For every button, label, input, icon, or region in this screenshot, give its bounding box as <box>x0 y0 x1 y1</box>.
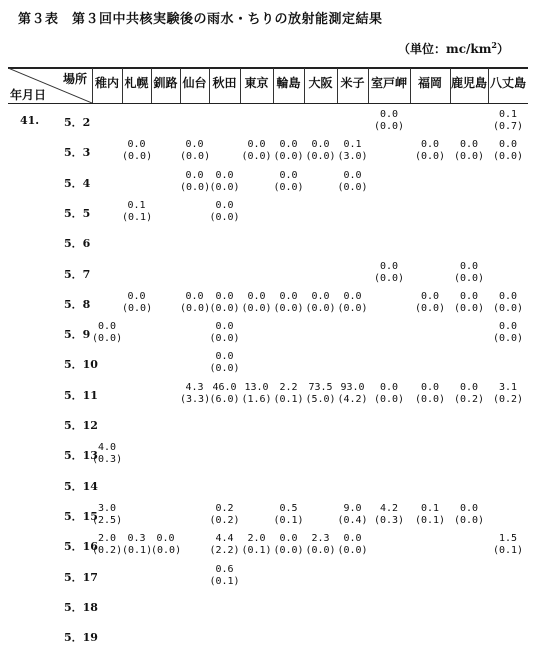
cell-value: 13.0 <box>244 381 269 393</box>
cell-parenthetical: (0.2) <box>92 545 123 557</box>
table-cell <box>209 321 240 345</box>
cell-value: 0.0 <box>343 290 362 302</box>
cell-parenthetical: (0.0) <box>209 333 240 345</box>
cell-parenthetical: (0.0) <box>180 302 211 314</box>
cell-value: 4.3 <box>185 381 204 393</box>
cell-value: 0.0 <box>459 381 479 393</box>
cell-value: 0.3 <box>127 533 146 545</box>
table-cell <box>209 382 240 406</box>
unit-prefix: （単位：mc/km <box>398 42 492 56</box>
cell-value: 0.0 <box>97 321 117 333</box>
column-header: 福岡 <box>417 76 442 90</box>
cell-parenthetical: (3.0) <box>337 151 368 163</box>
cell-parenthetical: (0.0) <box>241 302 272 314</box>
table-cell <box>273 503 304 527</box>
cell-value: 2.0 <box>247 533 266 545</box>
header-bottom-rule <box>8 103 528 104</box>
column-header: 稚内 <box>94 76 119 90</box>
table-cell <box>450 503 488 527</box>
cell-value: 0.0 <box>215 321 234 333</box>
cell-parenthetical: (0.0) <box>273 545 304 557</box>
year-label: 41. <box>20 114 40 127</box>
cell-parenthetical: (0.0) <box>337 302 368 314</box>
table-cell <box>337 382 368 406</box>
column-header: 鹿児島 <box>450 76 487 90</box>
row-date-label: 5．10 <box>64 358 98 372</box>
cell-value: 0.0 <box>127 290 146 302</box>
cell-value: 0.0 <box>311 290 330 302</box>
cell-parenthetical: (0.0) <box>414 151 446 163</box>
table-cell <box>488 109 528 133</box>
column-header: 釧路 <box>153 76 178 90</box>
table-cell <box>180 291 209 315</box>
cell-value: 0.5 <box>279 502 298 514</box>
cell-parenthetical: (0.0) <box>414 393 446 405</box>
row-date-label: 5．17 <box>64 570 98 584</box>
cell-value: 0.0 <box>185 139 204 151</box>
cell-parenthetical: (1.6) <box>241 393 272 405</box>
cell-value: 0.0 <box>459 260 479 272</box>
row-date-label: 5．18 <box>64 600 98 614</box>
table-cell <box>488 291 528 315</box>
row-date-label: 5．4 <box>64 176 91 190</box>
column-header: 大阪 <box>308 76 333 90</box>
cell-value: 93.0 <box>340 381 365 393</box>
table-cell <box>209 564 240 588</box>
table-cell <box>488 533 528 557</box>
cell-value: 0.0 <box>215 290 234 302</box>
cell-value: 0.0 <box>459 502 479 514</box>
table-cell <box>92 533 122 557</box>
cell-value: 1.5 <box>498 533 518 545</box>
measurement-table <box>8 66 528 666</box>
header-date-label: 年月日 <box>10 88 47 102</box>
cell-value: 0.0 <box>279 139 298 151</box>
table-cell <box>450 382 488 406</box>
column-header: 室戸岬 <box>370 76 407 90</box>
row-date-label: 5．12 <box>64 419 98 432</box>
cell-parenthetical: (5.0) <box>305 393 336 405</box>
cell-value: 0.0 <box>343 169 362 181</box>
cell-parenthetical: (0.0) <box>414 302 446 314</box>
cell-parenthetical: (0.1) <box>122 211 153 223</box>
table-cell <box>337 503 368 527</box>
column-header: 仙台 <box>182 76 207 90</box>
column-header: 米子 <box>340 76 365 90</box>
cell-parenthetical: (0.0) <box>273 181 304 193</box>
cell-parenthetical: (0.4) <box>337 514 368 526</box>
cell-value: 0.0 <box>156 533 175 545</box>
column-header: 秋田 <box>212 76 237 90</box>
cell-value: 0.6 <box>215 563 234 575</box>
table-cell <box>488 382 528 406</box>
cell-value: 0.0 <box>247 139 266 151</box>
cell-value: 0.0 <box>379 260 399 272</box>
cell-value: 0.0 <box>420 139 440 151</box>
cell-parenthetical: (0.0) <box>180 181 211 193</box>
cell-value: 0.0 <box>185 169 204 181</box>
table-cell <box>151 533 180 557</box>
cell-value: 4.4 <box>215 533 234 545</box>
cell-parenthetical: (2.2) <box>209 545 240 557</box>
cell-parenthetical: (0.1) <box>273 514 304 526</box>
table-cell <box>337 139 368 163</box>
table-cell <box>180 170 209 194</box>
table-cell <box>368 261 410 285</box>
table-cell <box>209 291 240 315</box>
cell-parenthetical: (0.0) <box>373 272 405 284</box>
row-date-label: 5．14 <box>64 479 98 493</box>
table-cell <box>209 170 240 194</box>
cell-parenthetical: (0.0) <box>209 302 240 314</box>
table-cell <box>410 503 450 527</box>
cell-parenthetical: (0.0) <box>305 545 336 557</box>
cell-parenthetical: (0.0) <box>122 151 153 163</box>
cell-parenthetical: (0.0) <box>273 151 304 163</box>
table-cell <box>209 503 240 527</box>
column-header: 東京 <box>244 76 269 90</box>
cell-value: 4.2 <box>379 502 399 514</box>
table-cell <box>273 533 304 557</box>
unit-suffix: ） <box>496 42 509 56</box>
cell-value: 2.3 <box>311 533 330 545</box>
cell-value: 2.0 <box>97 533 117 545</box>
cell-value: 0.0 <box>215 351 234 363</box>
cell-value: 0.0 <box>420 381 440 393</box>
cell-parenthetical: (0.1) <box>209 575 240 587</box>
cell-parenthetical: (0.0) <box>241 151 272 163</box>
table-cell <box>337 170 368 194</box>
cell-parenthetical: (0.0) <box>492 302 524 314</box>
table-cell <box>304 291 337 315</box>
header-place-label: 場所 <box>63 72 88 86</box>
table-cell <box>92 442 122 466</box>
row-date-label: 5．19 <box>64 631 98 645</box>
table-cell <box>337 291 368 315</box>
cell-parenthetical: (0.1) <box>241 545 272 557</box>
row-date-label: 5．13 <box>64 449 98 463</box>
cell-parenthetical: (0.2) <box>492 393 524 405</box>
cell-parenthetical: (0.0) <box>453 151 485 163</box>
cell-value: 0.0 <box>247 290 266 302</box>
cell-parenthetical: (0.0) <box>305 151 336 163</box>
table-cell <box>450 261 488 285</box>
row-date-label: 5．6 <box>64 237 91 251</box>
unit-superscript: 2 <box>491 40 497 50</box>
table-cell <box>450 139 488 163</box>
cell-parenthetical: (0.0) <box>492 333 524 345</box>
cell-value: 0.0 <box>420 290 440 302</box>
cell-value: 9.0 <box>343 502 362 514</box>
cell-value: 0.0 <box>459 290 479 302</box>
cell-parenthetical: (0.0) <box>453 302 485 314</box>
row-date-label: 5．11 <box>64 388 98 402</box>
cell-value: 46.0 <box>212 381 237 393</box>
table-cell <box>122 533 151 557</box>
cell-value: 0.0 <box>311 139 330 151</box>
table-cell <box>368 382 410 406</box>
cell-value: 0.1 <box>127 199 146 211</box>
table-cell <box>240 533 273 557</box>
cell-value: 0.0 <box>498 139 518 151</box>
cell-value: 0.0 <box>459 139 479 151</box>
table-cell <box>273 139 304 163</box>
cell-value: 2.2 <box>279 381 298 393</box>
row-date-label: 5．5 <box>64 206 91 220</box>
row-date-label: 5．9 <box>64 328 91 342</box>
cell-value: 0.0 <box>343 533 362 545</box>
cell-parenthetical: (6.0) <box>209 393 240 405</box>
table-title: 第３表 第３回中共核実験後の雨水・ちりの放射能測定結果 <box>18 12 383 27</box>
cell-value: 0.2 <box>215 502 234 514</box>
row-date-label: 5．2 <box>64 116 91 129</box>
table-cell <box>450 291 488 315</box>
table-cell <box>410 382 450 406</box>
table-cell <box>368 503 410 527</box>
table-cell <box>240 139 273 163</box>
cell-parenthetical: (0.1) <box>122 545 153 557</box>
table-cell <box>180 139 209 163</box>
cell-parenthetical: (2.5) <box>92 514 123 526</box>
table-cell <box>273 382 304 406</box>
unit-label <box>398 40 509 57</box>
column-header: 札幌 <box>124 76 149 90</box>
table-cell <box>273 170 304 194</box>
cell-parenthetical: (0.0) <box>180 151 211 163</box>
table-cell <box>410 139 450 163</box>
table-cell <box>240 291 273 315</box>
cell-value: 0.1 <box>343 139 362 151</box>
table-cell <box>209 533 240 557</box>
cell-parenthetical: (0.1) <box>414 514 446 526</box>
cell-value: 0.0 <box>215 199 234 211</box>
cell-parenthetical: (0.0) <box>337 181 368 193</box>
table-cell <box>122 139 151 163</box>
table-cell <box>273 291 304 315</box>
row-date-label: 5．15 <box>64 509 98 523</box>
cell-parenthetical: (0.3) <box>373 514 405 526</box>
cell-value: 3.0 <box>97 502 117 514</box>
cell-parenthetical: (0.2) <box>453 393 485 405</box>
row-date-label: 5．16 <box>64 540 98 554</box>
cell-value: 0.0 <box>279 290 298 302</box>
table-cell <box>304 382 337 406</box>
cell-parenthetical: (0.0) <box>273 302 304 314</box>
table-cell <box>368 109 410 133</box>
cell-value: 0.0 <box>379 109 399 120</box>
table-cell <box>240 382 273 406</box>
cell-parenthetical: (4.2) <box>337 393 368 405</box>
cell-parenthetical: (0.0) <box>373 393 405 405</box>
cell-parenthetical: (0.1) <box>273 393 304 405</box>
table-cell <box>488 321 528 345</box>
cell-value: 0.0 <box>498 321 518 333</box>
cell-parenthetical: (0.0) <box>453 272 485 284</box>
cell-value: 0.1 <box>420 502 440 514</box>
cell-parenthetical: (0.3) <box>92 454 123 466</box>
row-date-label: 5．7 <box>64 267 91 281</box>
cell-value: 0.0 <box>379 381 399 393</box>
cell-parenthetical: (0.0) <box>209 363 240 375</box>
cell-value: 3.1 <box>498 381 518 393</box>
cell-parenthetical: (0.0) <box>209 211 240 223</box>
cell-parenthetical: (0.0) <box>122 302 153 314</box>
cell-value: 4.0 <box>97 442 117 454</box>
cell-value: 73.5 <box>308 381 333 393</box>
table-cell <box>488 139 528 163</box>
cell-parenthetical: (0.7) <box>492 121 524 132</box>
row-date-label: 5．3 <box>64 146 91 160</box>
table-cell <box>337 533 368 557</box>
cell-value: 0.0 <box>279 169 298 181</box>
table-cell <box>92 321 122 345</box>
table-cell <box>209 351 240 375</box>
cell-value: 0.0 <box>498 290 518 302</box>
table-cell <box>209 200 240 224</box>
cell-parenthetical: (0.0) <box>337 545 368 557</box>
cell-parenthetical: (0.0) <box>151 545 182 557</box>
cell-parenthetical: (0.0) <box>305 302 336 314</box>
cell-value: 0.1 <box>498 109 518 120</box>
table-cell <box>304 139 337 163</box>
row-date-label: 5．8 <box>64 297 91 311</box>
cell-parenthetical: (0.0) <box>209 181 240 193</box>
cell-parenthetical: (0.1) <box>492 545 524 557</box>
table-cell <box>122 200 151 224</box>
table-cell <box>92 503 122 527</box>
cell-parenthetical: (0.0) <box>92 333 123 345</box>
cell-value: 0.0 <box>185 290 204 302</box>
table-cell <box>180 382 209 406</box>
column-header: 輪島 <box>276 76 301 90</box>
column-header: 八丈島 <box>489 76 526 90</box>
cell-value: 0.0 <box>215 169 234 181</box>
table-cell <box>122 291 151 315</box>
table-cell <box>304 533 337 557</box>
cell-value: 0.0 <box>279 533 298 545</box>
cell-parenthetical: (0.0) <box>373 121 405 132</box>
cell-parenthetical: (0.0) <box>453 514 485 526</box>
cell-parenthetical: (3.3) <box>180 393 211 405</box>
cell-parenthetical: (0.2) <box>209 514 240 526</box>
cell-parenthetical: (0.0) <box>492 151 524 163</box>
table-cell <box>410 291 450 315</box>
cell-value: 0.0 <box>127 139 146 151</box>
